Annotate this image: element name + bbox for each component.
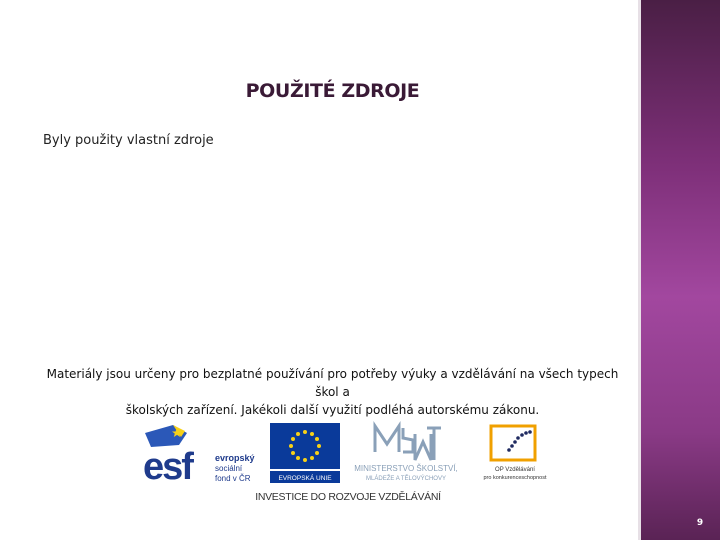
eu-flag-logo bbox=[269, 423, 341, 483]
msmt-monogram-icon bbox=[375, 426, 441, 460]
slide-title: POUŽITÉ ZDROJE bbox=[245, 80, 420, 102]
op-dots-icon bbox=[507, 430, 532, 452]
op-line-1: OP Vzdělávání bbox=[495, 467, 535, 473]
esf-text-2: sociální bbox=[215, 464, 243, 473]
esf-wordmark: esf bbox=[143, 446, 192, 483]
esf-text-3: fond v ČR bbox=[215, 474, 251, 483]
notice-line-1: Materiály jsou určeny pro bezplatné používání pro potřeby výuky a vzdělávání na všech typech škol a bbox=[46, 367, 619, 399]
esf-text-1: evropský bbox=[215, 453, 255, 463]
msmt-line-1: MINISTERSTVO ŠKOLSTVÍ, bbox=[354, 464, 458, 473]
body-text: Byly použity vlastní zdroje bbox=[43, 133, 214, 148]
banner-text: INVESTICE DO ROZVOJE VZDĚLÁVÁNÍ bbox=[255, 491, 441, 503]
msmt-logo bbox=[343, 420, 469, 484]
copyright-notice bbox=[40, 365, 625, 419]
msmt-line-2: MLÁDEŽE A TĚLOVÝCHOVY bbox=[366, 476, 446, 482]
page-number: 9 bbox=[696, 518, 704, 528]
op-vzdelavani-logo bbox=[475, 424, 555, 484]
op-line-2: pro konkurenceschopnost bbox=[483, 475, 547, 481]
eu-label: EVROPSKÁ UNIE bbox=[278, 475, 332, 482]
investice-banner bbox=[238, 488, 458, 504]
logo-strip bbox=[140, 418, 560, 508]
esf-logo bbox=[143, 423, 269, 483]
notice-line-2: školských zařízení. Jakékoli další využití podléhá autorskému zákonu. bbox=[125, 403, 540, 417]
